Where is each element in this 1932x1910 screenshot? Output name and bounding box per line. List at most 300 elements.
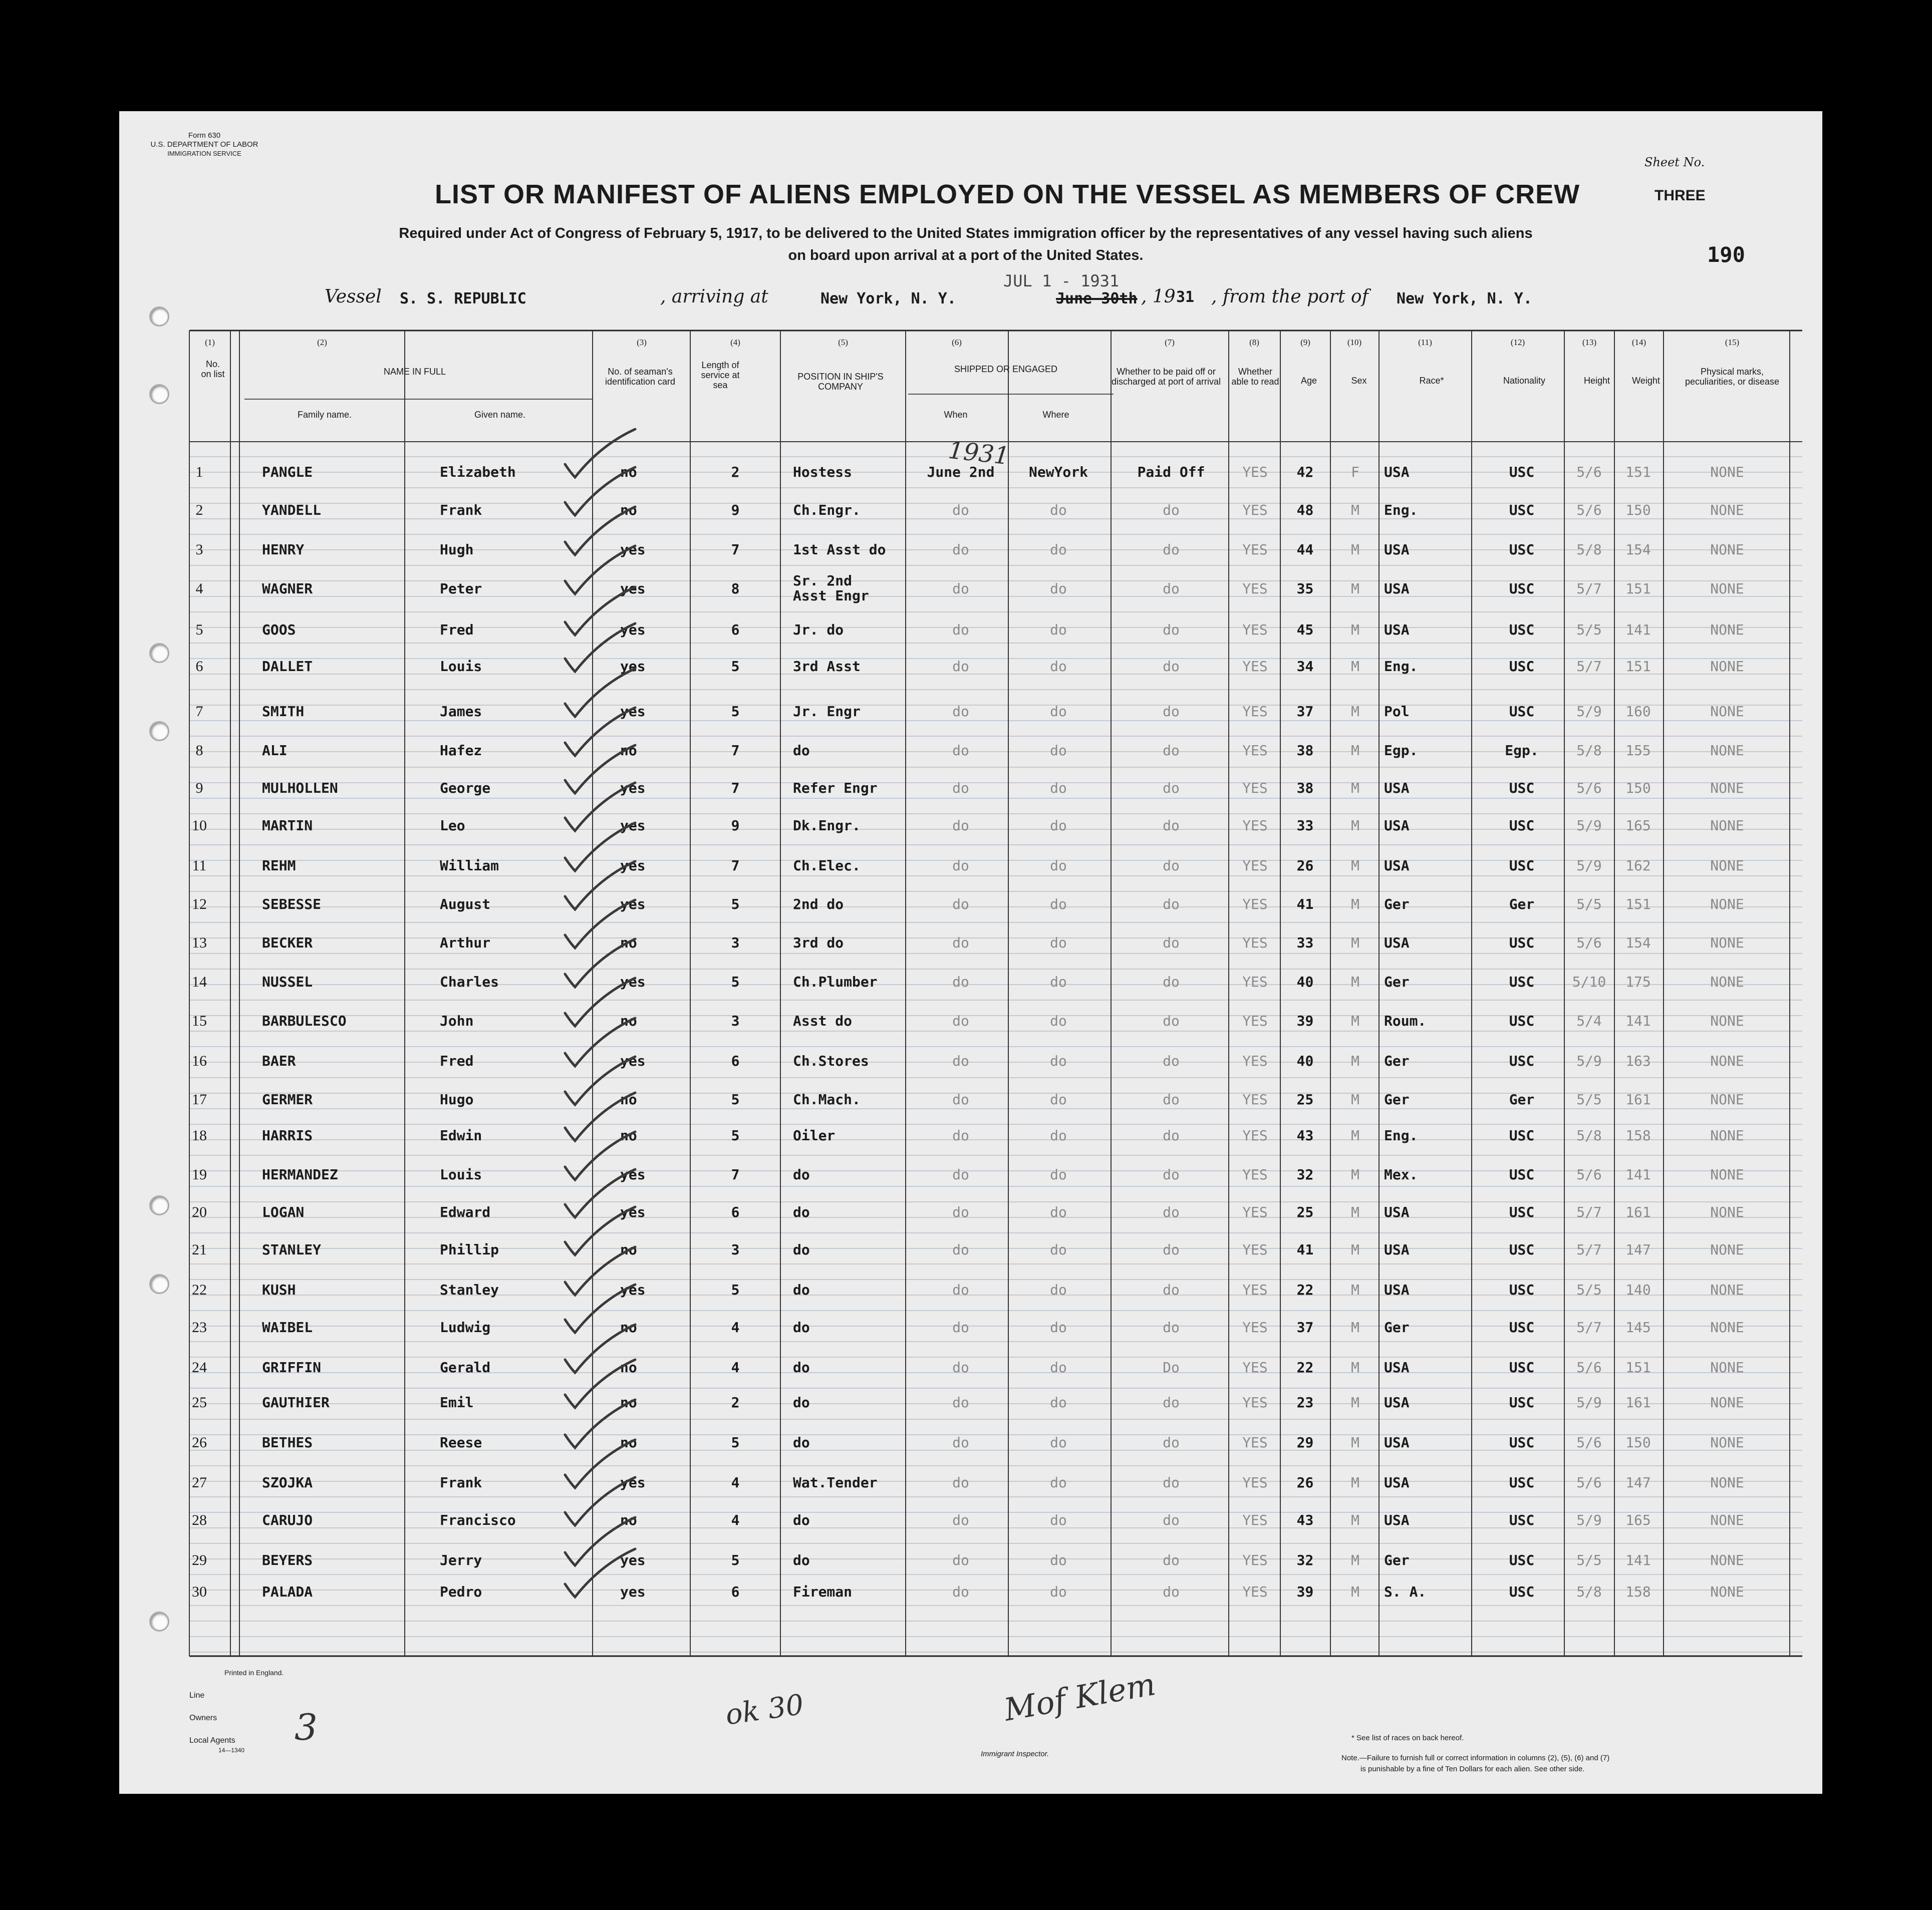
- able-read-cell: YES: [1242, 1282, 1268, 1298]
- id-card-cell: yes: [620, 703, 646, 720]
- paid-off-cell: do: [1163, 742, 1180, 759]
- family-name-cell: PALADA: [262, 1583, 313, 1600]
- race-cell: Ger: [1384, 896, 1410, 912]
- shipped-where-cell: do: [1050, 502, 1067, 518]
- paid-off-cell: do: [1163, 1512, 1180, 1528]
- nationality-cell: USC: [1509, 703, 1535, 720]
- shipped-where-cell: do: [1050, 974, 1067, 990]
- physical-marks-cell: NONE: [1710, 1552, 1744, 1568]
- physical-marks-cell: NONE: [1710, 896, 1744, 912]
- shipped-when-cell: do: [952, 1359, 969, 1376]
- height-cell: 5/6: [1576, 934, 1602, 951]
- punch-hole: [149, 721, 169, 741]
- service-length-cell: 5: [731, 1282, 740, 1298]
- given-name-cell: Louis: [440, 658, 482, 675]
- age-cell: 43: [1296, 1512, 1314, 1528]
- family-name-cell: REHM: [262, 857, 296, 874]
- able-read-cell: YES: [1242, 580, 1268, 597]
- position-cell: do: [793, 1394, 810, 1411]
- shipped-where-cell: do: [1050, 703, 1067, 720]
- nationality-cell: USC: [1509, 1359, 1535, 1376]
- punch-hole: [149, 1274, 169, 1294]
- age-cell: 33: [1296, 817, 1314, 834]
- shipped-when-cell: June 2nd: [927, 464, 995, 480]
- family-name-cell: BETHES: [262, 1434, 313, 1451]
- race-cell: USA: [1384, 817, 1410, 834]
- physical-marks-cell: NONE: [1710, 1241, 1744, 1258]
- nationality-cell: USC: [1509, 658, 1535, 675]
- able-read-cell: YES: [1242, 1359, 1268, 1376]
- service-length-cell: 6: [731, 621, 740, 638]
- physical-marks-cell: NONE: [1710, 817, 1744, 834]
- sex-cell: M: [1351, 1552, 1359, 1568]
- able-read-cell: YES: [1242, 1552, 1268, 1568]
- footer-note-1: Note.—Failure to furnish full or correct information in columns (2), (5), (6) and (7): [1341, 1754, 1610, 1762]
- row-number: 17: [192, 1091, 207, 1108]
- row-number: 11: [192, 857, 207, 874]
- given-name-cell: Ludwig: [440, 1319, 491, 1336]
- handwritten-year: 1931: [947, 436, 1011, 471]
- shipped-where-cell: do: [1050, 896, 1067, 912]
- table-grid: [119, 111, 1822, 1794]
- race-cell: Ger: [1384, 1319, 1410, 1336]
- service-length-cell: 4: [731, 1512, 740, 1528]
- shipped-when-cell: do: [952, 1282, 969, 1298]
- weight-cell: 145: [1625, 1319, 1651, 1336]
- agents-code: 14—1340: [218, 1747, 245, 1754]
- shipped-where-cell: do: [1050, 1474, 1067, 1491]
- position-cell: Jr. do: [793, 621, 844, 638]
- age-cell: 34: [1296, 658, 1314, 675]
- age-cell: 29: [1296, 1434, 1314, 1451]
- shipped-when-cell: do: [952, 658, 969, 675]
- race-cell: S. A.: [1384, 1583, 1427, 1600]
- sex-cell: M: [1351, 1474, 1359, 1491]
- given-name-cell: Gerald: [440, 1359, 491, 1376]
- shipped-when-cell: do: [952, 1319, 969, 1336]
- shipped-when-cell: do: [952, 896, 969, 912]
- able-read-cell: YES: [1242, 1166, 1268, 1183]
- given-name-cell: William: [440, 857, 499, 874]
- weight-cell: 154: [1625, 541, 1651, 558]
- race-cell: Mex.: [1384, 1166, 1418, 1183]
- age-cell: 38: [1296, 742, 1314, 759]
- arriving-label: , arriving at: [660, 286, 768, 307]
- age-cell: 26: [1296, 857, 1314, 874]
- given-name-cell: Jerry: [440, 1552, 482, 1568]
- age-cell: 39: [1296, 1583, 1314, 1600]
- sex-cell: M: [1351, 857, 1359, 874]
- sex-cell: M: [1351, 1434, 1359, 1451]
- given-name-cell: Arthur: [440, 934, 491, 951]
- sex-cell: M: [1351, 1204, 1359, 1220]
- page-stamp: 190: [1707, 242, 1745, 267]
- row-number: 7: [195, 703, 203, 720]
- inspector-signature: Mof Klem: [1001, 1666, 1159, 1728]
- inspector-label: Immigrant Inspector.: [981, 1750, 1049, 1758]
- physical-marks-cell: NONE: [1710, 1474, 1744, 1491]
- physical-marks-cell: NONE: [1710, 1091, 1744, 1108]
- position-cell: do: [793, 1512, 810, 1528]
- position-cell: do: [793, 1434, 810, 1451]
- family-name-cell: CARUJO: [262, 1512, 313, 1528]
- column-number: (15): [1725, 338, 1740, 347]
- paid-off-cell: do: [1163, 1241, 1180, 1258]
- able-read-cell: YES: [1242, 464, 1268, 480]
- nationality-cell: USC: [1509, 857, 1535, 874]
- row-number: 8: [195, 742, 203, 759]
- nationality-cell: USC: [1509, 1204, 1535, 1220]
- able-read-cell: YES: [1242, 1127, 1268, 1144]
- nationality-cell: USC: [1509, 1474, 1535, 1491]
- physical-marks-cell: NONE: [1710, 934, 1744, 951]
- col-shipped: SHIPPED OR ENGAGED: [954, 364, 1058, 374]
- row-number: 26: [192, 1434, 207, 1451]
- shipped-when-cell: do: [952, 1053, 969, 1069]
- col-position: POSITION IN SHIP'S COMPANY: [797, 372, 884, 392]
- row-number: 13: [192, 934, 207, 951]
- family-name-cell: HARRIS: [262, 1127, 313, 1144]
- position-cell: 3rd Asst: [793, 658, 861, 675]
- row-number: 4: [195, 580, 203, 597]
- age-cell: 44: [1296, 541, 1314, 558]
- race-cell: Eng.: [1384, 658, 1418, 675]
- row-number: 16: [192, 1053, 207, 1069]
- service-length-cell: 5: [731, 1091, 740, 1108]
- family-name-cell: YANDELL: [262, 502, 322, 518]
- able-read-cell: YES: [1242, 658, 1268, 675]
- row-number: 9: [195, 780, 203, 796]
- height-cell: 5/7: [1576, 1319, 1602, 1336]
- physical-marks-cell: NONE: [1710, 1319, 1744, 1336]
- height-cell: 5/5: [1576, 1552, 1602, 1568]
- given-name-cell: Hugh: [440, 541, 474, 558]
- height-cell: 5/6: [1576, 1434, 1602, 1451]
- paid-off-cell: do: [1163, 1166, 1180, 1183]
- able-read-cell: YES: [1242, 541, 1268, 558]
- id-card-cell: no: [620, 1091, 637, 1108]
- shipped-when-cell: do: [952, 1127, 969, 1144]
- id-card-cell: yes: [620, 1282, 646, 1298]
- weight-cell: 155: [1625, 742, 1651, 759]
- row-number: 12: [192, 896, 207, 912]
- id-card-cell: yes: [620, 1053, 646, 1069]
- shipped-when-cell: do: [952, 621, 969, 638]
- service-length-cell: 6: [731, 1583, 740, 1600]
- id-card-cell: no: [620, 464, 637, 480]
- punch-hole: [149, 643, 169, 663]
- physical-marks-cell: NONE: [1710, 1434, 1744, 1451]
- race-cell: USA: [1384, 1434, 1410, 1451]
- year-suffix: 31: [1176, 288, 1195, 306]
- weight-cell: 161: [1625, 1204, 1651, 1220]
- age-cell: 43: [1296, 1127, 1314, 1144]
- weight-cell: 147: [1625, 1474, 1651, 1491]
- weight-cell: 150: [1625, 502, 1651, 518]
- position-cell: Fireman: [793, 1583, 853, 1600]
- local-agents-label: Local Agents: [189, 1736, 235, 1745]
- id-card-cell: no: [620, 1013, 637, 1029]
- race-cell: USA: [1384, 857, 1410, 874]
- from-port-label: , from the port of: [1211, 286, 1368, 307]
- row-number: 2: [195, 502, 203, 518]
- physical-marks-cell: NONE: [1710, 1127, 1744, 1144]
- punch-hole: [149, 306, 169, 327]
- shipped-when-cell: do: [952, 857, 969, 874]
- family-name-cell: ALI: [262, 742, 288, 759]
- position-cell: 1st Asst do: [793, 541, 886, 558]
- given-name-cell: August: [440, 896, 491, 912]
- weight-cell: 161: [1625, 1394, 1651, 1411]
- given-name-cell: Phillip: [440, 1241, 499, 1258]
- paid-off-cell: do: [1163, 974, 1180, 990]
- id-card-cell: no: [620, 1434, 637, 1451]
- height-cell: 5/7: [1576, 1204, 1602, 1220]
- col-when: When: [944, 410, 968, 420]
- id-card-cell: yes: [620, 580, 646, 597]
- line-label: Line: [189, 1691, 205, 1700]
- sex-cell: M: [1351, 621, 1359, 638]
- weight-cell: 141: [1625, 1552, 1651, 1568]
- shipped-where-cell: do: [1050, 1282, 1067, 1298]
- col-name-in-full: NAME IN FULL: [383, 367, 446, 377]
- race-cell: USA: [1384, 1204, 1410, 1220]
- sex-cell: F: [1351, 464, 1359, 480]
- row-number: 21: [192, 1241, 207, 1258]
- sex-cell: M: [1351, 1241, 1359, 1258]
- paid-off-cell: Paid Off: [1137, 464, 1205, 480]
- service-length-cell: 8: [731, 580, 740, 597]
- shipped-where-cell: do: [1050, 1127, 1067, 1144]
- position-cell: Dk.Engr.: [793, 817, 861, 834]
- paid-off-cell: do: [1163, 502, 1180, 518]
- height-cell: 5/6: [1576, 1359, 1602, 1376]
- weight-cell: 141: [1625, 621, 1651, 638]
- id-card-cell: yes: [620, 780, 646, 796]
- position-cell: 3rd do: [793, 934, 844, 951]
- col-nationality: Nationality: [1503, 376, 1546, 386]
- col-able-read: Whether able to read: [1231, 367, 1279, 387]
- height-cell: 5/6: [1576, 464, 1602, 480]
- sex-cell: M: [1351, 703, 1359, 720]
- position-cell: Ch.Plumber: [793, 974, 878, 990]
- service-length-cell: 7: [731, 857, 740, 874]
- handwritten-note: ok 30: [723, 1688, 806, 1732]
- sex-cell: M: [1351, 1394, 1359, 1411]
- family-name-cell: STANLEY: [262, 1241, 322, 1258]
- column-number: (4): [730, 338, 740, 347]
- race-cell: Ger: [1384, 1091, 1410, 1108]
- weight-cell: 162: [1625, 857, 1651, 874]
- age-cell: 40: [1296, 974, 1314, 990]
- column-number: (13): [1582, 338, 1597, 347]
- nationality-cell: USC: [1509, 1166, 1535, 1183]
- shipped-where-cell: do: [1050, 1241, 1067, 1258]
- id-card-cell: no: [620, 742, 637, 759]
- sex-cell: M: [1351, 541, 1359, 558]
- physical-marks-cell: NONE: [1710, 541, 1744, 558]
- column-number: (3): [637, 338, 647, 347]
- given-name-cell: Edward: [440, 1204, 491, 1220]
- paid-off-cell: do: [1163, 1474, 1180, 1491]
- shipped-where-cell: do: [1050, 780, 1067, 796]
- age-cell: 22: [1296, 1282, 1314, 1298]
- position-cell: Ch.Elec.: [793, 857, 861, 874]
- position-cell: Oiler: [793, 1127, 836, 1144]
- shipped-where-cell: do: [1050, 1053, 1067, 1069]
- sheet-number-label: Sheet No.: [1644, 155, 1705, 169]
- position-cell: Ch.Stores: [793, 1053, 869, 1069]
- vessel-name: S. S. REPUBLIC: [400, 290, 526, 307]
- height-cell: 5/9: [1576, 703, 1602, 720]
- paid-off-cell: do: [1163, 703, 1180, 720]
- id-card-cell: yes: [620, 1583, 646, 1600]
- position-cell: do: [793, 1166, 810, 1183]
- row-number: 15: [192, 1013, 207, 1029]
- shipped-where-cell: do: [1050, 1359, 1067, 1376]
- given-name-cell: Pedro: [440, 1583, 482, 1600]
- physical-marks-cell: NONE: [1710, 1013, 1744, 1029]
- able-read-cell: YES: [1242, 974, 1268, 990]
- age-cell: 32: [1296, 1552, 1314, 1568]
- shipped-when-cell: do: [952, 1091, 969, 1108]
- id-card-cell: yes: [620, 1552, 646, 1568]
- shipped-when-cell: do: [952, 817, 969, 834]
- struck-date: June 30th: [1056, 290, 1138, 307]
- sex-cell: M: [1351, 1583, 1359, 1600]
- able-read-cell: YES: [1242, 780, 1268, 796]
- service-length-cell: 5: [731, 1127, 740, 1144]
- sex-cell: M: [1351, 658, 1359, 675]
- position-cell: Ch.Engr.: [793, 502, 861, 518]
- race-cell: Ger: [1384, 1552, 1410, 1568]
- year-prefix: , 19: [1141, 286, 1176, 307]
- id-card-cell: yes: [620, 896, 646, 912]
- sex-cell: M: [1351, 934, 1359, 951]
- family-name-cell: DALLET: [262, 658, 313, 675]
- service: IMMIGRATION SERVICE: [167, 150, 241, 157]
- weight-cell: 151: [1625, 1359, 1651, 1376]
- height-cell: 5/7: [1576, 658, 1602, 675]
- height-cell: 5/5: [1576, 1282, 1602, 1298]
- shipped-when-cell: do: [952, 1204, 969, 1220]
- shipped-where-cell: do: [1050, 621, 1067, 638]
- paid-off-cell: do: [1163, 896, 1180, 912]
- weight-cell: 150: [1625, 780, 1651, 796]
- shipped-when-cell: do: [952, 1434, 969, 1451]
- sex-cell: M: [1351, 1512, 1359, 1528]
- column-number: (11): [1418, 338, 1432, 347]
- service-length-cell: 7: [731, 541, 740, 558]
- paid-off-cell: do: [1163, 580, 1180, 597]
- shipped-where-cell: do: [1050, 580, 1067, 597]
- shipped-where-cell: do: [1050, 658, 1067, 675]
- position-cell: Refer Engr: [793, 780, 878, 796]
- family-name-cell: LOGAN: [262, 1204, 305, 1220]
- handwritten-number: 3: [295, 1706, 318, 1748]
- service-length-cell: 9: [731, 817, 740, 834]
- shipped-where-cell: do: [1050, 934, 1067, 951]
- service-length-cell: 4: [731, 1359, 740, 1376]
- height-cell: 5/9: [1576, 1394, 1602, 1411]
- page-title: LIST OR MANIFEST OF ALIENS EMPLOYED ON THE VESSEL AS MEMBERS OF CREW: [435, 179, 1580, 209]
- height-cell: 5/4: [1576, 1013, 1602, 1029]
- row-number: 1: [195, 464, 203, 480]
- able-read-cell: YES: [1242, 934, 1268, 951]
- position-cell: Hostess: [793, 464, 853, 480]
- age-cell: 42: [1296, 464, 1314, 480]
- service-length-cell: 7: [731, 1166, 740, 1183]
- given-name-cell: Emil: [440, 1394, 474, 1411]
- owners-label: Owners: [189, 1714, 217, 1722]
- nationality-cell: USC: [1509, 1241, 1535, 1258]
- physical-marks-cell: NONE: [1710, 703, 1744, 720]
- able-read-cell: YES: [1242, 742, 1268, 759]
- family-name-cell: SMITH: [262, 703, 305, 720]
- position-cell: 2nd do: [793, 896, 844, 912]
- race-cell: Pol: [1384, 703, 1410, 720]
- service-length-cell: 2: [731, 464, 740, 480]
- nationality-cell: USC: [1509, 780, 1535, 796]
- weight-cell: 158: [1625, 1127, 1651, 1144]
- able-read-cell: YES: [1242, 817, 1268, 834]
- row-number: 30: [192, 1583, 207, 1600]
- age-cell: 40: [1296, 1053, 1314, 1069]
- service-length-cell: 5: [731, 703, 740, 720]
- id-card-cell: yes: [620, 1204, 646, 1220]
- nationality-cell: USC: [1509, 1319, 1535, 1336]
- shipped-when-cell: do: [952, 1394, 969, 1411]
- sex-cell: M: [1351, 1013, 1359, 1029]
- sex-cell: M: [1351, 1091, 1359, 1108]
- row-number: 6: [195, 658, 203, 675]
- id-card-cell: no: [620, 1127, 637, 1144]
- physical-marks-cell: NONE: [1710, 1282, 1744, 1298]
- service-length-cell: 5: [731, 1434, 740, 1451]
- race-cell: USA: [1384, 580, 1410, 597]
- family-name-cell: MARTIN: [262, 817, 313, 834]
- id-card-cell: no: [620, 1241, 637, 1258]
- given-name-cell: Hafez: [440, 742, 482, 759]
- id-card-cell: yes: [620, 658, 646, 675]
- shipped-where-cell: do: [1050, 1013, 1067, 1029]
- height-cell: 5/9: [1576, 1053, 1602, 1069]
- position-cell: do: [793, 1282, 810, 1298]
- given-name-cell: George: [440, 780, 491, 796]
- height-cell: 5/9: [1576, 1512, 1602, 1528]
- able-read-cell: YES: [1242, 1434, 1268, 1451]
- physical-marks-cell: NONE: [1710, 1583, 1744, 1600]
- weight-cell: 161: [1625, 1091, 1651, 1108]
- height-cell: 5/8: [1576, 1127, 1602, 1144]
- family-name-cell: SZOJKA: [262, 1474, 313, 1491]
- paid-off-cell: do: [1163, 621, 1180, 638]
- requirement-line-2: on board upon arrival at a port of the United States.: [788, 247, 1144, 263]
- paid-off-cell: Do: [1163, 1359, 1180, 1376]
- height-cell: 5/8: [1576, 541, 1602, 558]
- row-number: 20: [192, 1204, 207, 1220]
- race-cell: Ger: [1384, 1053, 1410, 1069]
- given-name-cell: Fred: [440, 621, 474, 638]
- row-number: 22: [192, 1282, 207, 1298]
- shipped-when-cell: do: [952, 742, 969, 759]
- shipped-where-cell: do: [1050, 1166, 1067, 1183]
- race-cell: USA: [1384, 621, 1410, 638]
- weight-cell: 150: [1625, 1434, 1651, 1451]
- col-height: Height: [1583, 376, 1610, 386]
- nationality-cell: USC: [1509, 817, 1535, 834]
- height-cell: 5/9: [1576, 857, 1602, 874]
